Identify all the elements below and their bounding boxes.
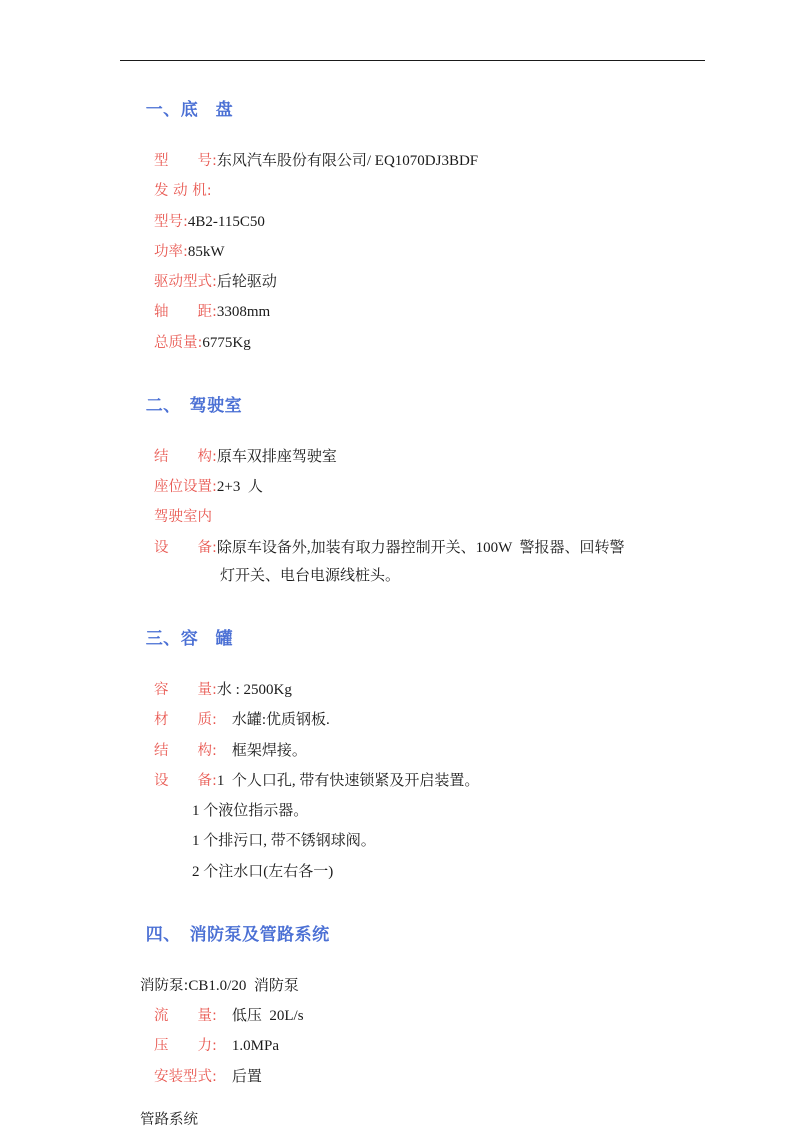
- spec-value: 后置: [216, 1068, 262, 1085]
- spec-label: 设 备:: [154, 772, 217, 789]
- spec-line: [120, 476, 705, 499]
- section-number-4: 四、: [145, 924, 173, 945]
- spec-label: 型 号:: [154, 153, 217, 169]
- spec-line: [120, 506, 705, 529]
- spec-value: 2+3 人: [216, 479, 263, 495]
- spec-line: [120, 211, 705, 234]
- spec-line: [120, 332, 705, 355]
- section-heading-2: [120, 371, 705, 436]
- spec-line: [120, 770, 705, 793]
- spec-line-continuation: [120, 830, 705, 853]
- spec-label: 型号:: [154, 213, 188, 230]
- section-heading-4: [120, 900, 705, 965]
- spec-line: [120, 1066, 705, 1089]
- section-title-3: 容 罐: [180, 629, 234, 649]
- section-number-2: 二、: [145, 395, 173, 416]
- spec-line-continuation: [120, 800, 705, 823]
- spec-label: 驾驶室内: [154, 509, 212, 526]
- spec-value: 东风汽车股份有限公司/ EQ1070DJ3BDF: [216, 153, 479, 169]
- spec-value: 1 个人口孔, 带有快速锁紧及开启装置。: [216, 772, 480, 789]
- spec-label: 结 构:: [154, 448, 217, 465]
- spec-line: [120, 1109, 705, 1132]
- section-heading-1: [120, 75, 705, 140]
- spec-line: [120, 301, 705, 324]
- spec-line: [120, 241, 705, 264]
- spec-value: CB1.0/20 消防泵: [188, 977, 299, 994]
- spec-line: [120, 150, 705, 173]
- spec-value: 1.0MPa: [216, 1038, 279, 1055]
- section-heading-3: [120, 604, 705, 669]
- spec-line: [120, 180, 705, 203]
- spec-value: 原车双排座驾驶室: [216, 448, 337, 465]
- section-number-1: 一、: [145, 100, 181, 120]
- section-number-3: 三、: [145, 629, 181, 649]
- spec-label: 消防泵:: [140, 977, 189, 994]
- spec-value: 后轮驱动: [216, 274, 277, 290]
- spec-line: [120, 1005, 705, 1028]
- spec-label: 功率:: [154, 243, 188, 260]
- spec-value: 6775Kg: [202, 334, 251, 351]
- spec-label: 结 构:: [154, 742, 217, 759]
- spec-label: 发 动 机:: [154, 183, 212, 200]
- spec-value: 除原车设备外,加装有取力器控制开关、100W 警报器、回转警: [216, 539, 625, 556]
- section-title-1: 底 盘: [180, 100, 234, 120]
- spec-line: [120, 446, 705, 469]
- spec-label: 设 备:: [154, 539, 217, 556]
- spec-label: 容 量:: [154, 682, 217, 698]
- spec-value: 1 个液位指示器。: [192, 803, 309, 819]
- spec-value: 框架焊接。: [216, 742, 307, 759]
- spec-line: [120, 271, 705, 294]
- spec-label: 驱动型式:: [154, 274, 217, 290]
- spec-line: [120, 975, 705, 998]
- spec-label: 座位设置:: [154, 479, 217, 495]
- spec-line: [120, 537, 705, 560]
- spec-label: 安装型式:: [154, 1068, 217, 1085]
- spec-line: [120, 1035, 705, 1058]
- spec-value: 4B2-115C50: [187, 213, 265, 230]
- spec-value: 灯开关、电台电源线桩头。: [220, 567, 401, 584]
- spec-label: 总质量:: [154, 334, 203, 351]
- spec-value: 85kW: [187, 243, 225, 260]
- spec-line: [120, 679, 705, 702]
- spec-value: 低压 20L/s: [216, 1008, 304, 1024]
- section-title-2: 驾驶室: [172, 395, 243, 416]
- spec-line: [120, 740, 705, 763]
- spec-value: 1 个排污口, 带不锈钢球阀。: [192, 833, 376, 850]
- header-divider: [120, 60, 705, 61]
- spec-label: 流 量:: [154, 1008, 217, 1024]
- spec-value: 水 : 2500Kg: [216, 682, 292, 698]
- spec-label: 轴 距:: [154, 304, 217, 321]
- spec-line-continuation: [120, 861, 705, 884]
- section-title-4: 消防泵及管路系统: [172, 924, 330, 945]
- spec-value: 水罐:优质钢板.: [216, 712, 330, 729]
- spec-value: 3308mm: [216, 304, 271, 321]
- spec-value: 2 个注水口(左右各一): [192, 863, 334, 880]
- spec-label: 压 力:: [154, 1038, 217, 1055]
- spec-line: [120, 709, 705, 732]
- spec-line-continuation: [120, 565, 705, 588]
- spec-label: 管路系统: [140, 1111, 198, 1128]
- spec-label: 材 质:: [154, 712, 217, 729]
